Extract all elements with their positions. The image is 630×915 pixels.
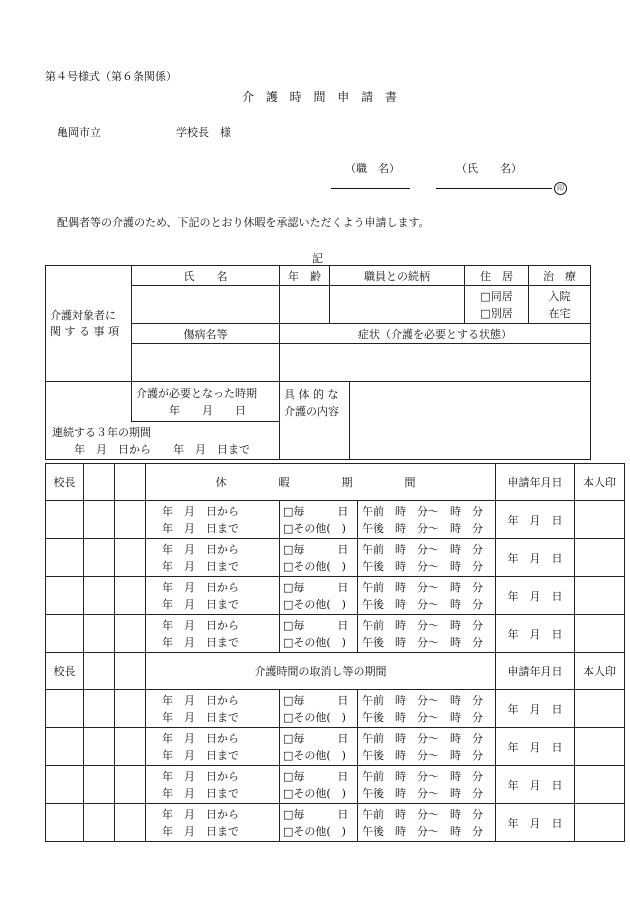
approver-cell[interactable] — [84, 577, 115, 615]
target-section-label: 介護対象者に 関 す る 事 項 — [46, 266, 132, 382]
treatment-options[interactable]: 入院 在宅 — [529, 286, 591, 324]
approver-cell[interactable] — [115, 615, 146, 653]
residence-header: 住 居 — [465, 266, 529, 286]
apply-date-header: 申請年月日 — [496, 464, 575, 501]
table-row — [46, 501, 625, 539]
time-range-cell[interactable]: 午前 時 分～ 時 分 午後 時 分～ 時 分 — [358, 690, 496, 728]
principal-seal-cell[interactable] — [46, 539, 84, 577]
apply-date-cell[interactable]: 年 月 日 — [496, 501, 575, 539]
date-range-cell[interactable]: 年 月 日から 年 月 日まで — [146, 804, 280, 842]
time-range-cell[interactable]: 午前 時 分～ 時 分 午後 時 分～ 時 分 — [358, 615, 496, 653]
principal-seal-cell[interactable] — [46, 690, 84, 728]
apply-date-cell[interactable]: 年 月 日 — [496, 615, 575, 653]
date-range-cell[interactable]: 年 月 日から 年 月 日まで — [146, 728, 280, 766]
approver-cell[interactable] — [115, 728, 146, 766]
approver-cell[interactable] — [84, 728, 115, 766]
seal-header: 本人印 — [575, 653, 625, 690]
table-row — [46, 690, 625, 728]
time-range-cell[interactable]: 午前 時 分～ 時 分 午後 時 分～ 時 分 — [358, 577, 496, 615]
job-title-line — [331, 188, 410, 189]
time-range-cell[interactable]: 午前 時 分～ 時 分 午後 時 分～ 時 分 — [358, 766, 496, 804]
addressee: 学校長 様 — [176, 126, 231, 139]
date-range-cell[interactable]: 年 月 日から 年 月 日まで — [146, 501, 280, 539]
frequency-cell[interactable]: □毎 日 □その他( ) — [280, 615, 358, 653]
apply-date-header: 申請年月日 — [496, 653, 575, 690]
table-row — [46, 615, 625, 653]
personal-seal-cell[interactable] — [575, 690, 625, 728]
table-row — [46, 728, 625, 766]
cancel-title: 介護時間の取消し等の期間 — [146, 653, 496, 690]
disease-header: 傷病名等 — [132, 324, 280, 344]
personal-seal-cell[interactable] — [575, 615, 625, 653]
approver-cell[interactable] — [84, 690, 115, 728]
date-range-cell[interactable]: 年 月 日から 年 月 日まで — [146, 539, 280, 577]
apply-date-cell[interactable]: 年 月 日 — [496, 577, 575, 615]
personal-seal-cell[interactable] — [575, 577, 625, 615]
target-relation-field[interactable] — [330, 286, 465, 324]
page-title: 介 護 時 間 申 請 書 — [242, 90, 401, 104]
frequency-cell[interactable]: □毎 日 □その他( ) — [280, 804, 358, 842]
principal-header: 校長 — [46, 653, 84, 690]
apply-date-cell[interactable]: 年 月 日 — [496, 539, 575, 577]
seal-icon: 印 — [554, 182, 567, 195]
date-range-cell[interactable]: 年 月 日から 年 月 日まで — [146, 766, 280, 804]
school-city: 亀岡市立 — [57, 126, 101, 139]
approver-cell[interactable] — [115, 539, 146, 577]
name-label: （氏 名） — [456, 162, 522, 175]
principal-seal-cell[interactable] — [46, 577, 84, 615]
date-range-cell[interactable]: 年 月 日から 年 月 日まで — [146, 615, 280, 653]
approver-cell[interactable] — [115, 766, 146, 804]
leave-period-table — [45, 463, 625, 842]
care-target-table — [45, 265, 591, 460]
symptom-header: 症状（介護を必要とする状態） — [280, 324, 591, 344]
principal-seal-cell[interactable] — [46, 728, 84, 766]
seal-header: 本人印 — [575, 464, 625, 501]
approver-cell[interactable] — [84, 766, 115, 804]
approver-cell[interactable] — [115, 577, 146, 615]
apply-date-cell[interactable]: 年 月 日 — [496, 804, 575, 842]
personal-seal-cell[interactable] — [575, 728, 625, 766]
principal-seal-cell[interactable] — [46, 766, 84, 804]
approver-cell[interactable] — [84, 804, 115, 842]
name-header: 氏 名 — [132, 266, 280, 286]
principal-seal-cell[interactable] — [46, 804, 84, 842]
apply-date-cell[interactable]: 年 月 日 — [496, 690, 575, 728]
approver-cell[interactable] — [84, 501, 115, 539]
table-row — [46, 766, 625, 804]
frequency-cell[interactable]: □毎 日 □その他( ) — [280, 539, 358, 577]
table-row — [46, 804, 625, 842]
apply-date-cell[interactable]: 年 月 日 — [496, 766, 575, 804]
intro-text: 配偶者等の介護のため、下記のとおり休暇を承認いただくよう申請します。 — [57, 216, 430, 229]
age-header: 年 齢 — [280, 266, 330, 286]
target-name-field[interactable] — [132, 286, 280, 324]
disease-field[interactable] — [132, 344, 280, 382]
principal-header: 校長 — [46, 464, 84, 501]
form-number: 第４号様式（第６条関係） — [45, 70, 177, 83]
date-range-cell[interactable]: 年 月 日から 年 月 日まで — [146, 577, 280, 615]
time-range-cell[interactable]: 午前 時 分～ 時 分 午後 時 分～ 時 分 — [358, 539, 496, 577]
frequency-cell[interactable]: □毎 日 □その他( ) — [280, 690, 358, 728]
job-title-label: （職 名） — [345, 162, 400, 175]
personal-seal-cell[interactable] — [575, 766, 625, 804]
approver-cell[interactable] — [115, 501, 146, 539]
symptom-field[interactable] — [280, 344, 591, 382]
table-row — [46, 577, 625, 615]
care-content-field[interactable] — [350, 382, 591, 460]
ki-label: 記 — [312, 252, 323, 265]
approver-cell[interactable] — [84, 615, 115, 653]
personal-seal-cell[interactable] — [575, 501, 625, 539]
three-year-period[interactable]: 連続する３年の期間 年 月 日から 年 月 日まで — [46, 422, 280, 460]
frequency-cell[interactable]: □毎 日 □その他( ) — [280, 728, 358, 766]
personal-seal-cell[interactable] — [575, 539, 625, 577]
care-content-label: 具 体 的 な 介護の内容 — [280, 382, 350, 460]
blank-cell — [46, 382, 132, 422]
time-range-cell[interactable]: 午前 時 分～ 時 分 午後 時 分～ 時 分 — [358, 501, 496, 539]
date-range-cell[interactable]: 年 月 日から 年 月 日まで — [146, 690, 280, 728]
approver-cell[interactable] — [84, 539, 115, 577]
principal-seal-cell[interactable] — [46, 615, 84, 653]
name-line — [436, 188, 552, 189]
approver-cell[interactable] — [115, 804, 146, 842]
relation-header: 職員との続柄 — [330, 266, 465, 286]
frequency-cell[interactable]: □毎 日 □その他( ) — [280, 577, 358, 615]
approver-cell[interactable] — [115, 690, 146, 728]
treatment-header: 治 療 — [529, 266, 591, 286]
time-range-cell[interactable]: 午前 時 分～ 時 分 午後 時 分～ 時 分 — [358, 804, 496, 842]
table-row — [46, 539, 625, 577]
residence-options[interactable]: □同居 □別居 — [465, 286, 529, 324]
time-range-cell[interactable]: 午前 時 分～ 時 分 午後 時 分～ 時 分 — [358, 728, 496, 766]
frequency-cell[interactable]: □毎 日 □その他( ) — [280, 501, 358, 539]
need-time-cell[interactable]: 介護が必要となった時期 年 月 日 — [132, 382, 280, 422]
target-age-field[interactable] — [280, 286, 330, 324]
apply-date-cell[interactable]: 年 月 日 — [496, 728, 575, 766]
principal-seal-cell[interactable] — [46, 501, 84, 539]
personal-seal-cell[interactable] — [575, 804, 625, 842]
leave-title: 休 暇 期 間 — [146, 464, 496, 501]
frequency-cell[interactable]: □毎 日 □その他( ) — [280, 766, 358, 804]
